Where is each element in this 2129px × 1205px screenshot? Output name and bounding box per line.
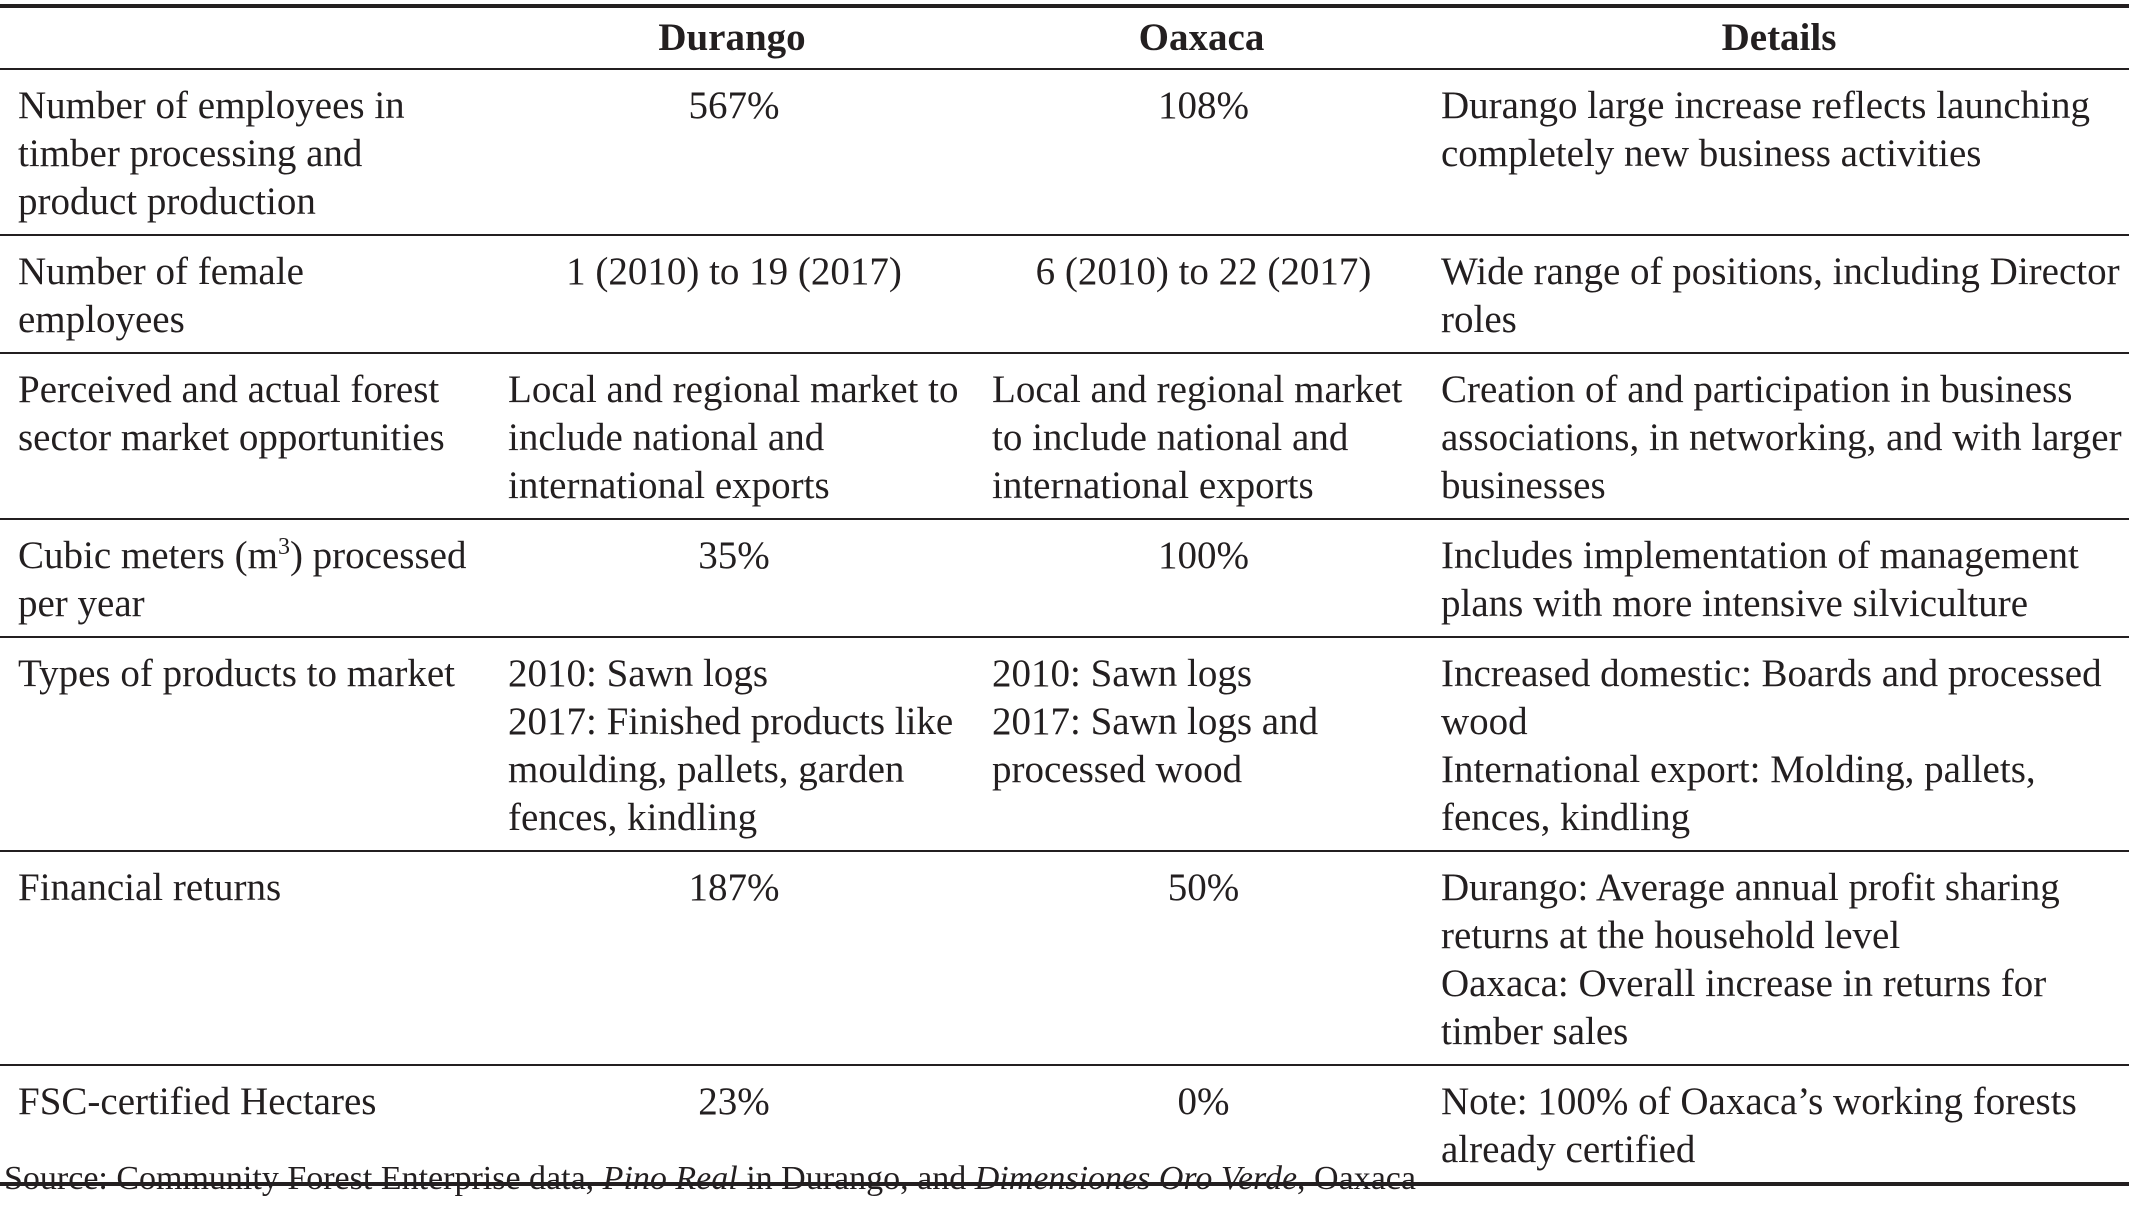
table-row-employees (0, 69, 2129, 235)
row-label: Financial returns (18, 866, 282, 909)
oaxaca-cell (974, 519, 1429, 637)
cell-line: Oaxaca: Overall increase in returns for timber sales (1441, 962, 2047, 1053)
cell-line: International export: Molding, pallets, fences, kindling (1441, 748, 2036, 839)
row-label-text: ) processed per year (18, 534, 467, 625)
cell-line: Durango: Average annual profit sharing returns at the household level (1441, 866, 2060, 957)
durango-cell (490, 353, 974, 519)
row-label: Number of female employees (18, 250, 304, 341)
header-details: Details (1721, 16, 1837, 59)
table-header-row (0, 6, 2129, 69)
details-cell (1429, 851, 2129, 1065)
table-row-cubic-meters (0, 519, 2129, 637)
details-cell (1429, 235, 2129, 353)
source-italic: Dimensiones Oro Verde (974, 1160, 1298, 1197)
cell-line: 50% (1167, 866, 1240, 909)
row-label: FSC-certified Hectares (18, 1080, 377, 1123)
cell-line: 187% (688, 866, 780, 909)
row-label: Perceived and actual forest sector market opportunities (18, 368, 445, 459)
durango-cell (490, 235, 974, 353)
cell-line: Durango large increase reflects launching completely new business activities (1441, 84, 2090, 175)
row-label (0, 519, 490, 637)
source-note (4, 1158, 1416, 1200)
details-cell (1429, 69, 2129, 235)
oaxaca-cell (974, 353, 1429, 519)
oaxaca-cell (974, 69, 1429, 235)
durango-cell (490, 851, 974, 1065)
header-durango: Durango (658, 16, 806, 59)
cell-line: 23% (698, 1080, 770, 1123)
details-cell (1429, 519, 2129, 637)
table-row-product-types (0, 637, 2129, 851)
header-oaxaca: Oaxaca (1138, 16, 1265, 59)
oaxaca-cell (974, 637, 1429, 851)
cell-line: Includes implementation of management plans with more intensive silviculture (1441, 534, 2079, 625)
source-text: Source: Community Forest Enterprise data, (4, 1160, 603, 1197)
cell-line: 2017: Sawn logs and processed wood (992, 700, 1319, 791)
details-cell (1429, 353, 2129, 519)
cell-line: 2017: Finished products like moulding, pallets, garden fences, kindling (508, 700, 954, 839)
cell-line: 2010: Sawn logs (508, 652, 769, 695)
cell-line: Local and regional market to include national and international exports (508, 368, 959, 507)
cell-line: 1 (2010) to 19 (2017) (566, 250, 902, 293)
cell-line: Creation of and participation in business associations, in networking, and with larger businesses (1441, 368, 2122, 507)
durango-cell (490, 637, 974, 851)
cell-line: Local and regional market to include national and international exports (992, 368, 1403, 507)
cell-line: 0% (1177, 1080, 1230, 1123)
cell-line: Increased domestic: Boards and processed wood (1441, 652, 2102, 743)
row-label-text: Cubic meters (m (18, 534, 278, 577)
cell-line: Note: 100% of Oaxaca’s working forests already certified (1441, 1080, 2077, 1171)
cell-line: 2010: Sawn logs (992, 652, 1253, 695)
cell-line: 567% (688, 84, 780, 127)
source-text: , Oaxaca (1297, 1160, 1416, 1197)
cell-line: 35% (698, 534, 770, 577)
durango-cell (490, 519, 974, 637)
oaxaca-cell (974, 851, 1429, 1065)
cell-line: 100% (1158, 534, 1249, 577)
cell-line: Wide range of positions, including Director roles (1441, 250, 2120, 341)
details-cell (1429, 1065, 2129, 1184)
source-text: in Durango, and (737, 1160, 975, 1197)
header-cell-blank (0, 6, 490, 69)
cell-line: 108% (1158, 84, 1249, 127)
oaxaca-cell (974, 235, 1429, 353)
comparison-table (0, 4, 2129, 1186)
row-label: Types of products to market (18, 652, 455, 695)
cell-line: 6 (2010) to 22 (2017) (1035, 250, 1372, 293)
row-label: Number of employees in timber processing and product production (18, 84, 405, 223)
superscript: 3 (277, 534, 290, 560)
durango-cell (490, 69, 974, 235)
details-cell (1429, 637, 2129, 851)
table-row-market-opportunities (0, 353, 2129, 519)
source-italic: Pino Real (602, 1160, 738, 1197)
table-row-financial-returns (0, 851, 2129, 1065)
table-row-female-employees (0, 235, 2129, 353)
